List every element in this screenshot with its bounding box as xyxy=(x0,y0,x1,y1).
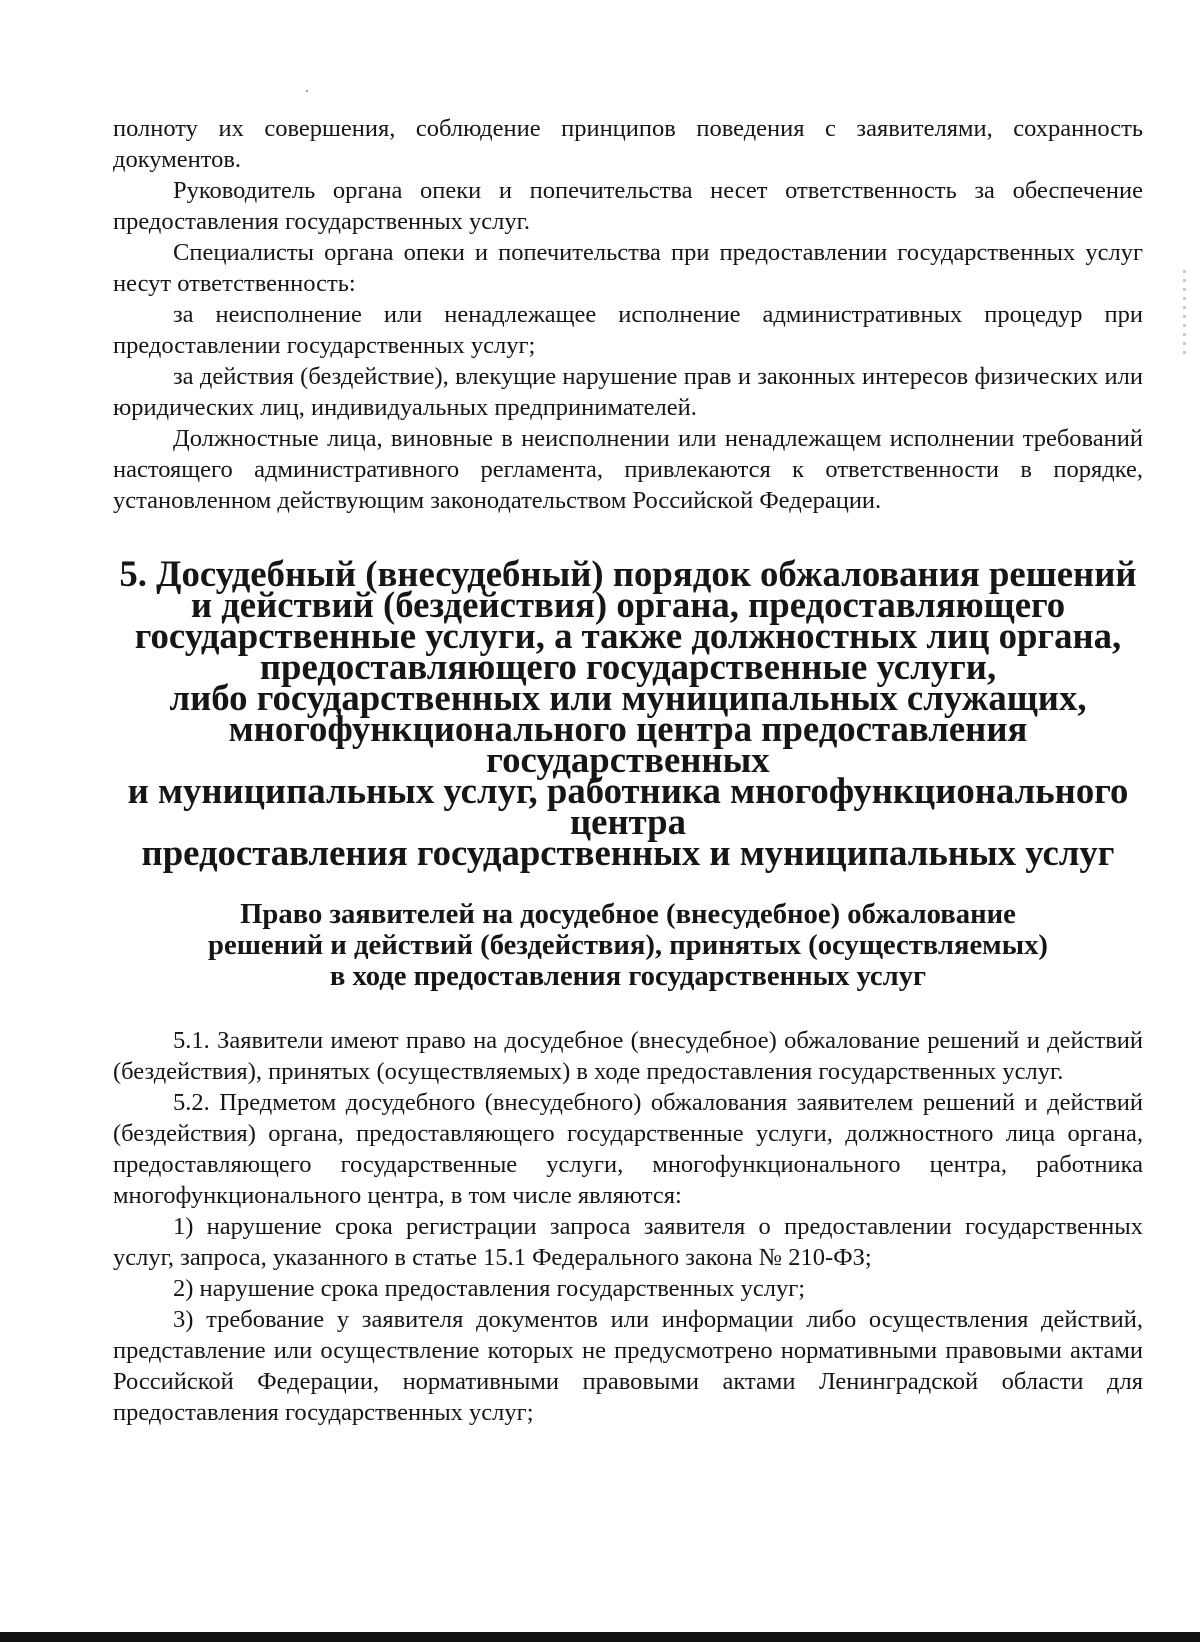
spacer xyxy=(113,992,1143,1025)
heading-line: в ходе предоставления государственных услуг xyxy=(329,960,927,992)
heading-line: и действий (бездействия) органа, предоставляющего xyxy=(190,584,1066,625)
document-body xyxy=(113,113,1143,1428)
paragraph: за действия (бездействие), влекущие нарушение прав и законных интересов физических или юридических лиц, индивидуальных предпринимателей. xyxy=(113,363,1143,421)
heading-line: предоставляющего государственные услуги, xyxy=(259,646,997,687)
scan-bottom-edge xyxy=(0,1632,1200,1642)
section-heading xyxy=(113,553,1143,873)
scan-edge-artifact xyxy=(1183,270,1186,360)
heading-line: 5. Досудебный (внесудебный) порядок обжалования решений xyxy=(119,553,1137,594)
list-item: 2) нарушение срока предоставления государственных услуг; xyxy=(173,1275,806,1302)
heading-line: либо государственных или муниципальных служащих, xyxy=(169,677,1087,718)
paragraph: полноту их совершения, соблюдение принципов поведения с заявителями, сохранность документов. xyxy=(113,115,1143,173)
heading-line: решений и действий (бездействия), принятых (осуществляемых) xyxy=(208,929,1048,961)
paragraph: Должностные лица, виновные в неисполнении или ненадлежащем исполнении требований настоящего административного регламента, привлекаются к ответственности в порядке, установленном действующим законодательством Российской Федерации. xyxy=(113,425,1143,514)
heading-line: государственные услуги, а также должностных лиц органа, xyxy=(134,615,1122,656)
list-item: 1) нарушение срока регистрации запроса заявителя о предоставлении государственных услуг, запроса, указанного в статье 15.1 Федерального закона № 210-ФЗ; xyxy=(113,1213,1143,1271)
paragraph: за неисполнение или ненадлежащее исполнение административных процедур при предоставлении государственных услуг; xyxy=(113,301,1143,359)
spacer xyxy=(113,516,1143,558)
scan-speck xyxy=(306,90,308,92)
paragraph: 5.2. Предметом досудебного (внесудебного) обжалования заявителем решений и действий (бездействия) органа, предоставляющего государственные услуги, должностного лица органа, предоставляющего государственные услуги, многофункционального центра, работника многофункционального центра, в том числе являются: xyxy=(113,1089,1143,1209)
heading-line: многофункционального центра предоставления государственных xyxy=(228,708,1028,780)
paragraph: Руководитель органа опеки и попечительства несет ответственность за обеспечение предоставления государственных услуг. xyxy=(113,177,1143,235)
paragraph: Специалисты органа опеки и попечительства при предоставлении государственных услуг несут ответственность: xyxy=(113,239,1143,297)
heading-line: Право заявителей на досудебное (внесудебное) обжалование xyxy=(240,898,1016,930)
heading-line: предоставления государственных и муниципальных услуг xyxy=(141,832,1115,873)
heading-line: и муниципальных услуг, работника многофункционального центра xyxy=(127,770,1129,842)
subsection-heading xyxy=(113,899,1143,992)
list-item: 3) требование у заявителя документов или информации либо осуществления действий, представление или осуществление которых не предусмотрено нормативными правовыми актами Российской Федерации, нормативными правовыми актами Ленинградской области для предоставления государственных услуг; xyxy=(113,1306,1143,1426)
paragraph: 5.1. Заявители имеют право на досудебное (внесудебное) обжалование решений и действий (бездействия), принятых (осуществляемых) в ходе предоставления государственных услуг. xyxy=(113,1027,1143,1085)
